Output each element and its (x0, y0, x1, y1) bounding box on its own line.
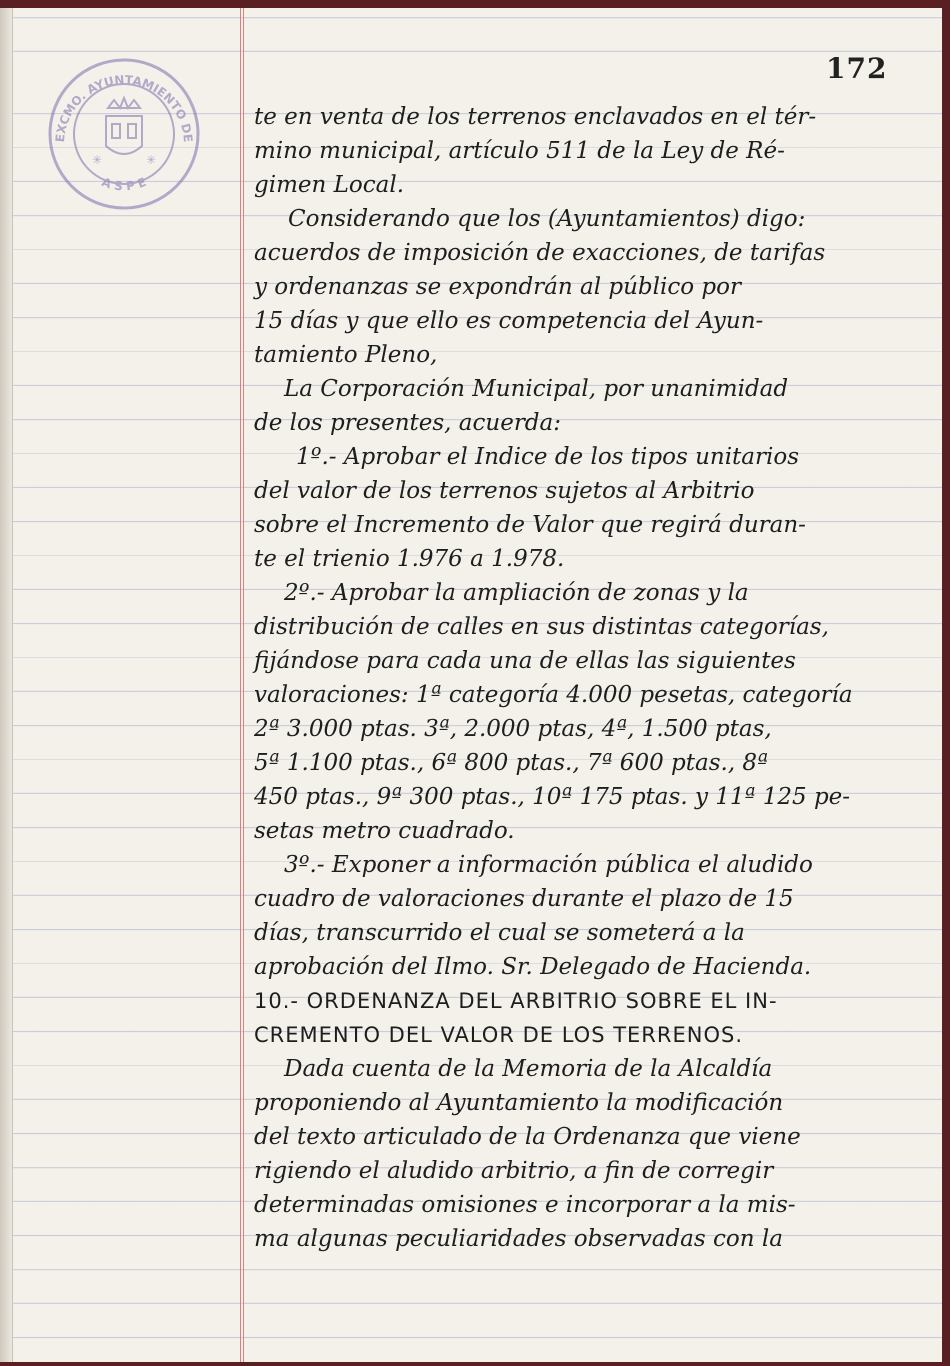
manuscript-line: 3º.- Exponer a información pública el aludido (284, 852, 813, 878)
ledger-page (0, 8, 942, 1362)
manuscript-line: CREMENTO DEL VALOR DE LOS TERRENOS. (254, 1023, 743, 1047)
manuscript-line: te en venta de los terrenos enclavados en el tér- (254, 104, 817, 130)
manuscript-line: días, transcurrido el cual se someterá a la (254, 920, 745, 946)
manuscript-line: del valor de los terrenos sujetos al Arbitrio (254, 478, 755, 504)
manuscript-line: 15 días y que ello es competencia del Ayun- (254, 308, 764, 334)
red-margin-line (240, 8, 244, 1362)
manuscript-line: setas metro cuadrado. (254, 818, 515, 844)
manuscript-line: cuadro de valoraciones durante el plazo de 15 (254, 886, 794, 912)
coat-of-arms-icon (106, 98, 142, 154)
manuscript-line: te el trienio 1.976 a 1.978. (254, 546, 565, 572)
svg-text:✳: ✳ (92, 153, 103, 167)
manuscript-line: gimen Local. (254, 172, 405, 198)
manuscript-line: determinadas omisiones e incorporar a la mis- (254, 1192, 796, 1218)
seal-top-lettering: EXCMO. AYUNTAMIENTO DE (52, 72, 196, 143)
manuscript-line: Considerando que los (Ayuntamientos) digo: (288, 206, 806, 232)
manuscript-line: ma algunas peculiaridades observadas con la (254, 1226, 783, 1252)
manuscript-line: acuerdos de imposición de exacciones, de tarifas (254, 240, 826, 266)
manuscript-line: rigiendo el aludido arbitrio, a fin de corregir (254, 1158, 774, 1184)
municipal-seal-stamp (44, 54, 204, 214)
manuscript-line: La Corporación Municipal, por unanimidad (284, 376, 789, 402)
page-number: 172 (826, 52, 888, 85)
manuscript-line: sobre el Incremento de Valor que regirá duran- (254, 512, 806, 538)
manuscript-line: valoraciones: 1ª categoría 4.000 pesetas, categoría (254, 682, 853, 708)
manuscript-line: y ordenanzas se expondrán al público por (254, 274, 741, 300)
svg-text:✳: ✳ (146, 153, 157, 167)
svg-text:A S P E (100, 175, 148, 194)
manuscript-line: distribución de calles en sus distintas categorías, (254, 614, 829, 640)
manuscript-line: 2ª 3.000 ptas. 3ª, 2.000 ptas, 4ª, 1.500 ptas, (254, 716, 772, 742)
manuscript-line: aprobación del Ilmo. Sr. Delegado de Hacienda. (254, 954, 812, 980)
manuscript-line: Dada cuenta de la Memoria de la Alcaldía (284, 1056, 773, 1082)
manuscript-line: tamiento Pleno, (254, 342, 438, 368)
manuscript-line: 10.- ORDENANZA DEL ARBITRIO SOBRE EL IN- (254, 989, 778, 1013)
manuscript-line: mino municipal, artículo 511 de la Ley de Ré- (254, 138, 785, 164)
handwritten-text-block (254, 100, 922, 1256)
manuscript-line: de los presentes, acuerda: (254, 410, 561, 436)
manuscript-line: 1º.- Aprobar el Indice de los tipos unitarios (296, 444, 800, 470)
seal-bottom-lettering: A S P E (99, 174, 149, 194)
manuscript-line: 5ª 1.100 ptas., 6ª 800 ptas., 7ª 600 ptas., 8ª (254, 750, 768, 776)
manuscript-line: del texto articulado de la Ordenanza que viene (254, 1124, 801, 1150)
page-binding-edge (0, 8, 13, 1362)
manuscript-line: fijándose para cada una de ellas las siguientes (254, 648, 796, 674)
manuscript-line: 450 ptas., 9ª 300 ptas., 10ª 175 ptas. y 11ª 125 pe- (254, 784, 851, 810)
manuscript-line: 2º.- Aprobar la ampliación de zonas y la (284, 580, 749, 606)
manuscript-line: proponiendo al Ayuntamiento la modificación (254, 1090, 784, 1116)
